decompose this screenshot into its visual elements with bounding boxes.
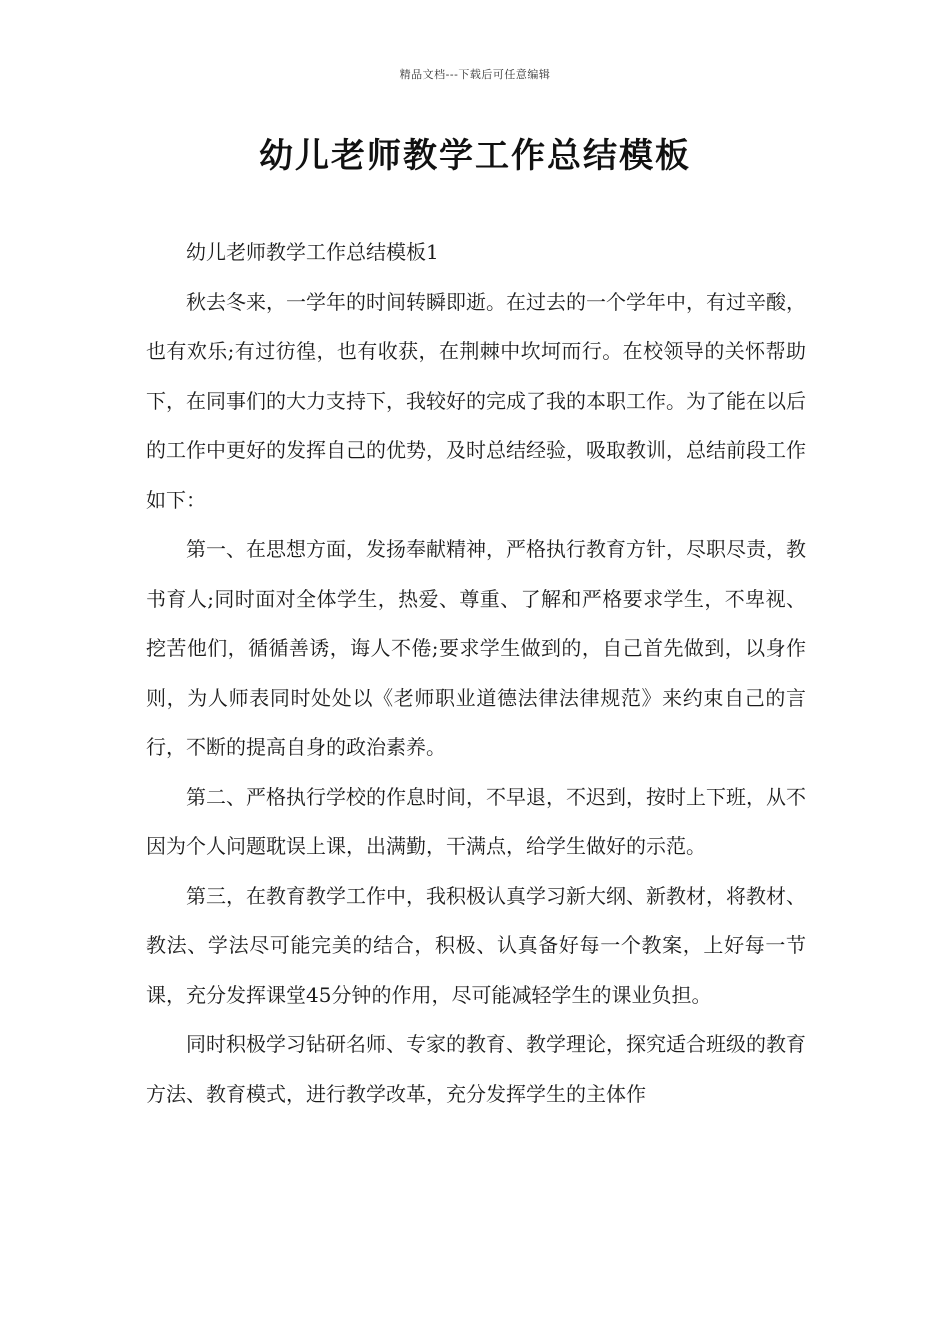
document-title: 幼儿老师教学工作总结模板 bbox=[259, 136, 691, 176]
paragraph: 同时积极学习钻研名师、专家的教育、教学理论，探究适合班级的教育方法、教育模式，进行教学改革，充分发挥学生的主体作 bbox=[146, 1032, 806, 1106]
paragraph: 第一、在思想方面，发扬奉献精神，严格执行教育方针，尽职尽责，教书育人;同时面对全体学生，热爱、尊重、了解和严格要求学生，不卑视、挖苦他们，循循善诱，诲人不倦;要求学生做到的，自己首先做到，以身作则，为人师表同时处处以《老师职业道德法律法律规范》来约束自己的言行，不断的提高自身的政治素养。 bbox=[146, 537, 806, 759]
paragraph: 秋去冬来，一学年的时间转瞬即逝。在过去的一个学年中，有过辛酸，也有欢乐;有过彷徨，也有收获，在荆棘中坎坷而行。在校领导的关怀帮助下，在同事们的大力支持下，我较好的完成了我的本职工作。为了能在以后的工作中更好的发挥自己的优势，及时总结经验，吸取教训，总结前段工作如下： bbox=[146, 289, 806, 512]
section-heading: 幼儿老师教学工作总结模板1 bbox=[186, 240, 439, 264]
paragraph: 第三，在教育教学工作中，我积极认真学习新大纲、新教材，将教材、教法、学法尽可能完美的结合，积极、认真备好每一个教案，上好每一节课，充分发挥课堂45分钟的作用，尽可能减轻学生的课业负担。 bbox=[146, 883, 806, 1007]
paragraph: 第二、严格执行学校的作息时间，不早退，不迟到，按时上下班，从不因为个人问题耽误上课，出满勤，干满点，给学生做好的示范。 bbox=[146, 784, 806, 858]
header-note: 精品文档---下载后可任意编辑 bbox=[399, 68, 551, 81]
document-body bbox=[146, 228, 806, 1119]
